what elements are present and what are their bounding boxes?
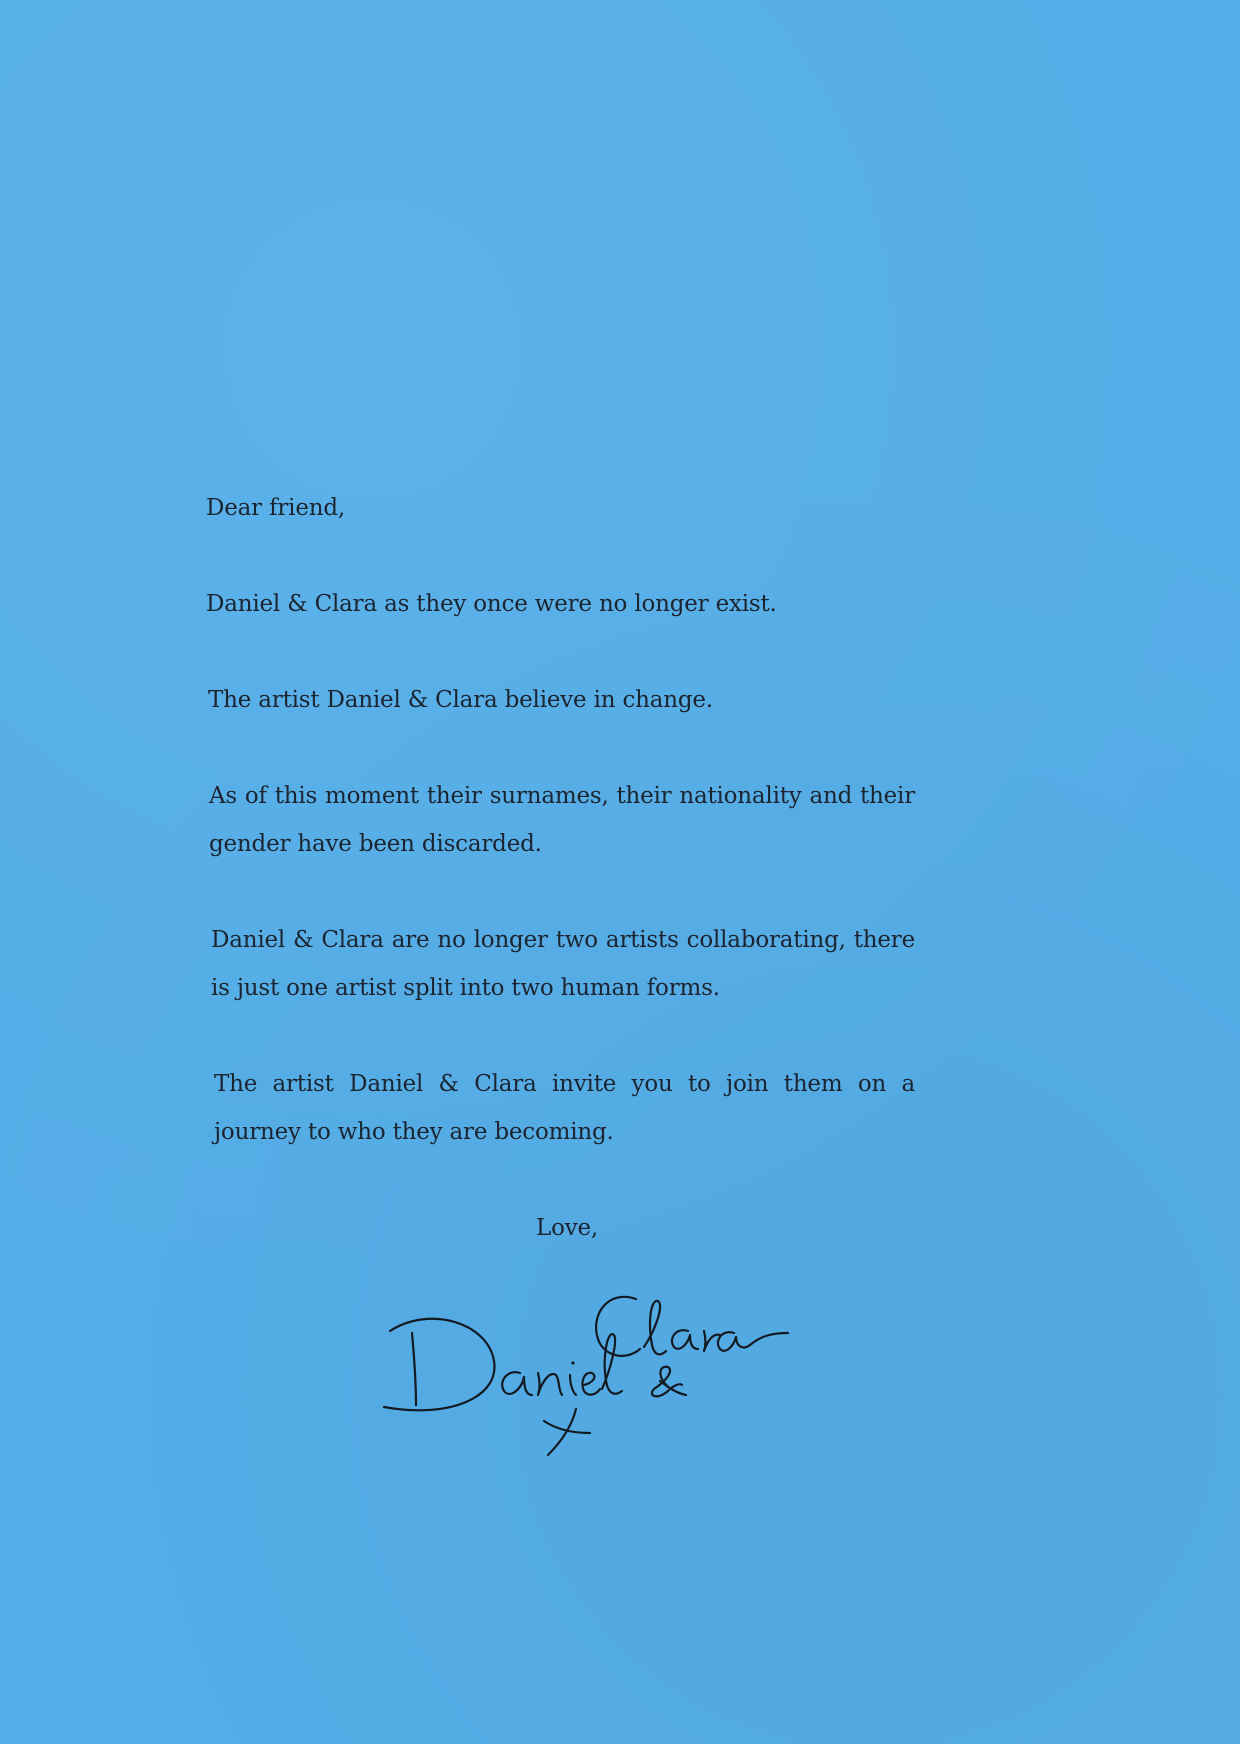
- signature-handwritten: [370, 1285, 810, 1460]
- paragraph-4: Daniel & Clara are no longer two artists collaborating, there is just one artist split into two human forms.: [211, 927, 915, 1001]
- paragraph-5: The artist Daniel & Clara invite you to join them on a journey to who they are becoming.: [214, 1071, 915, 1145]
- salutation: Dear friend,: [206, 495, 345, 521]
- paragraph-3: As of this moment their surnames, their nationality and their gender have been discarded.: [209, 783, 915, 857]
- paragraph-2: The artist Daniel & Clara believe in change.: [208, 687, 713, 713]
- closing: Love,: [536, 1215, 599, 1241]
- paragraph-1: Daniel & Clara as they once were no longer exist.: [206, 591, 777, 617]
